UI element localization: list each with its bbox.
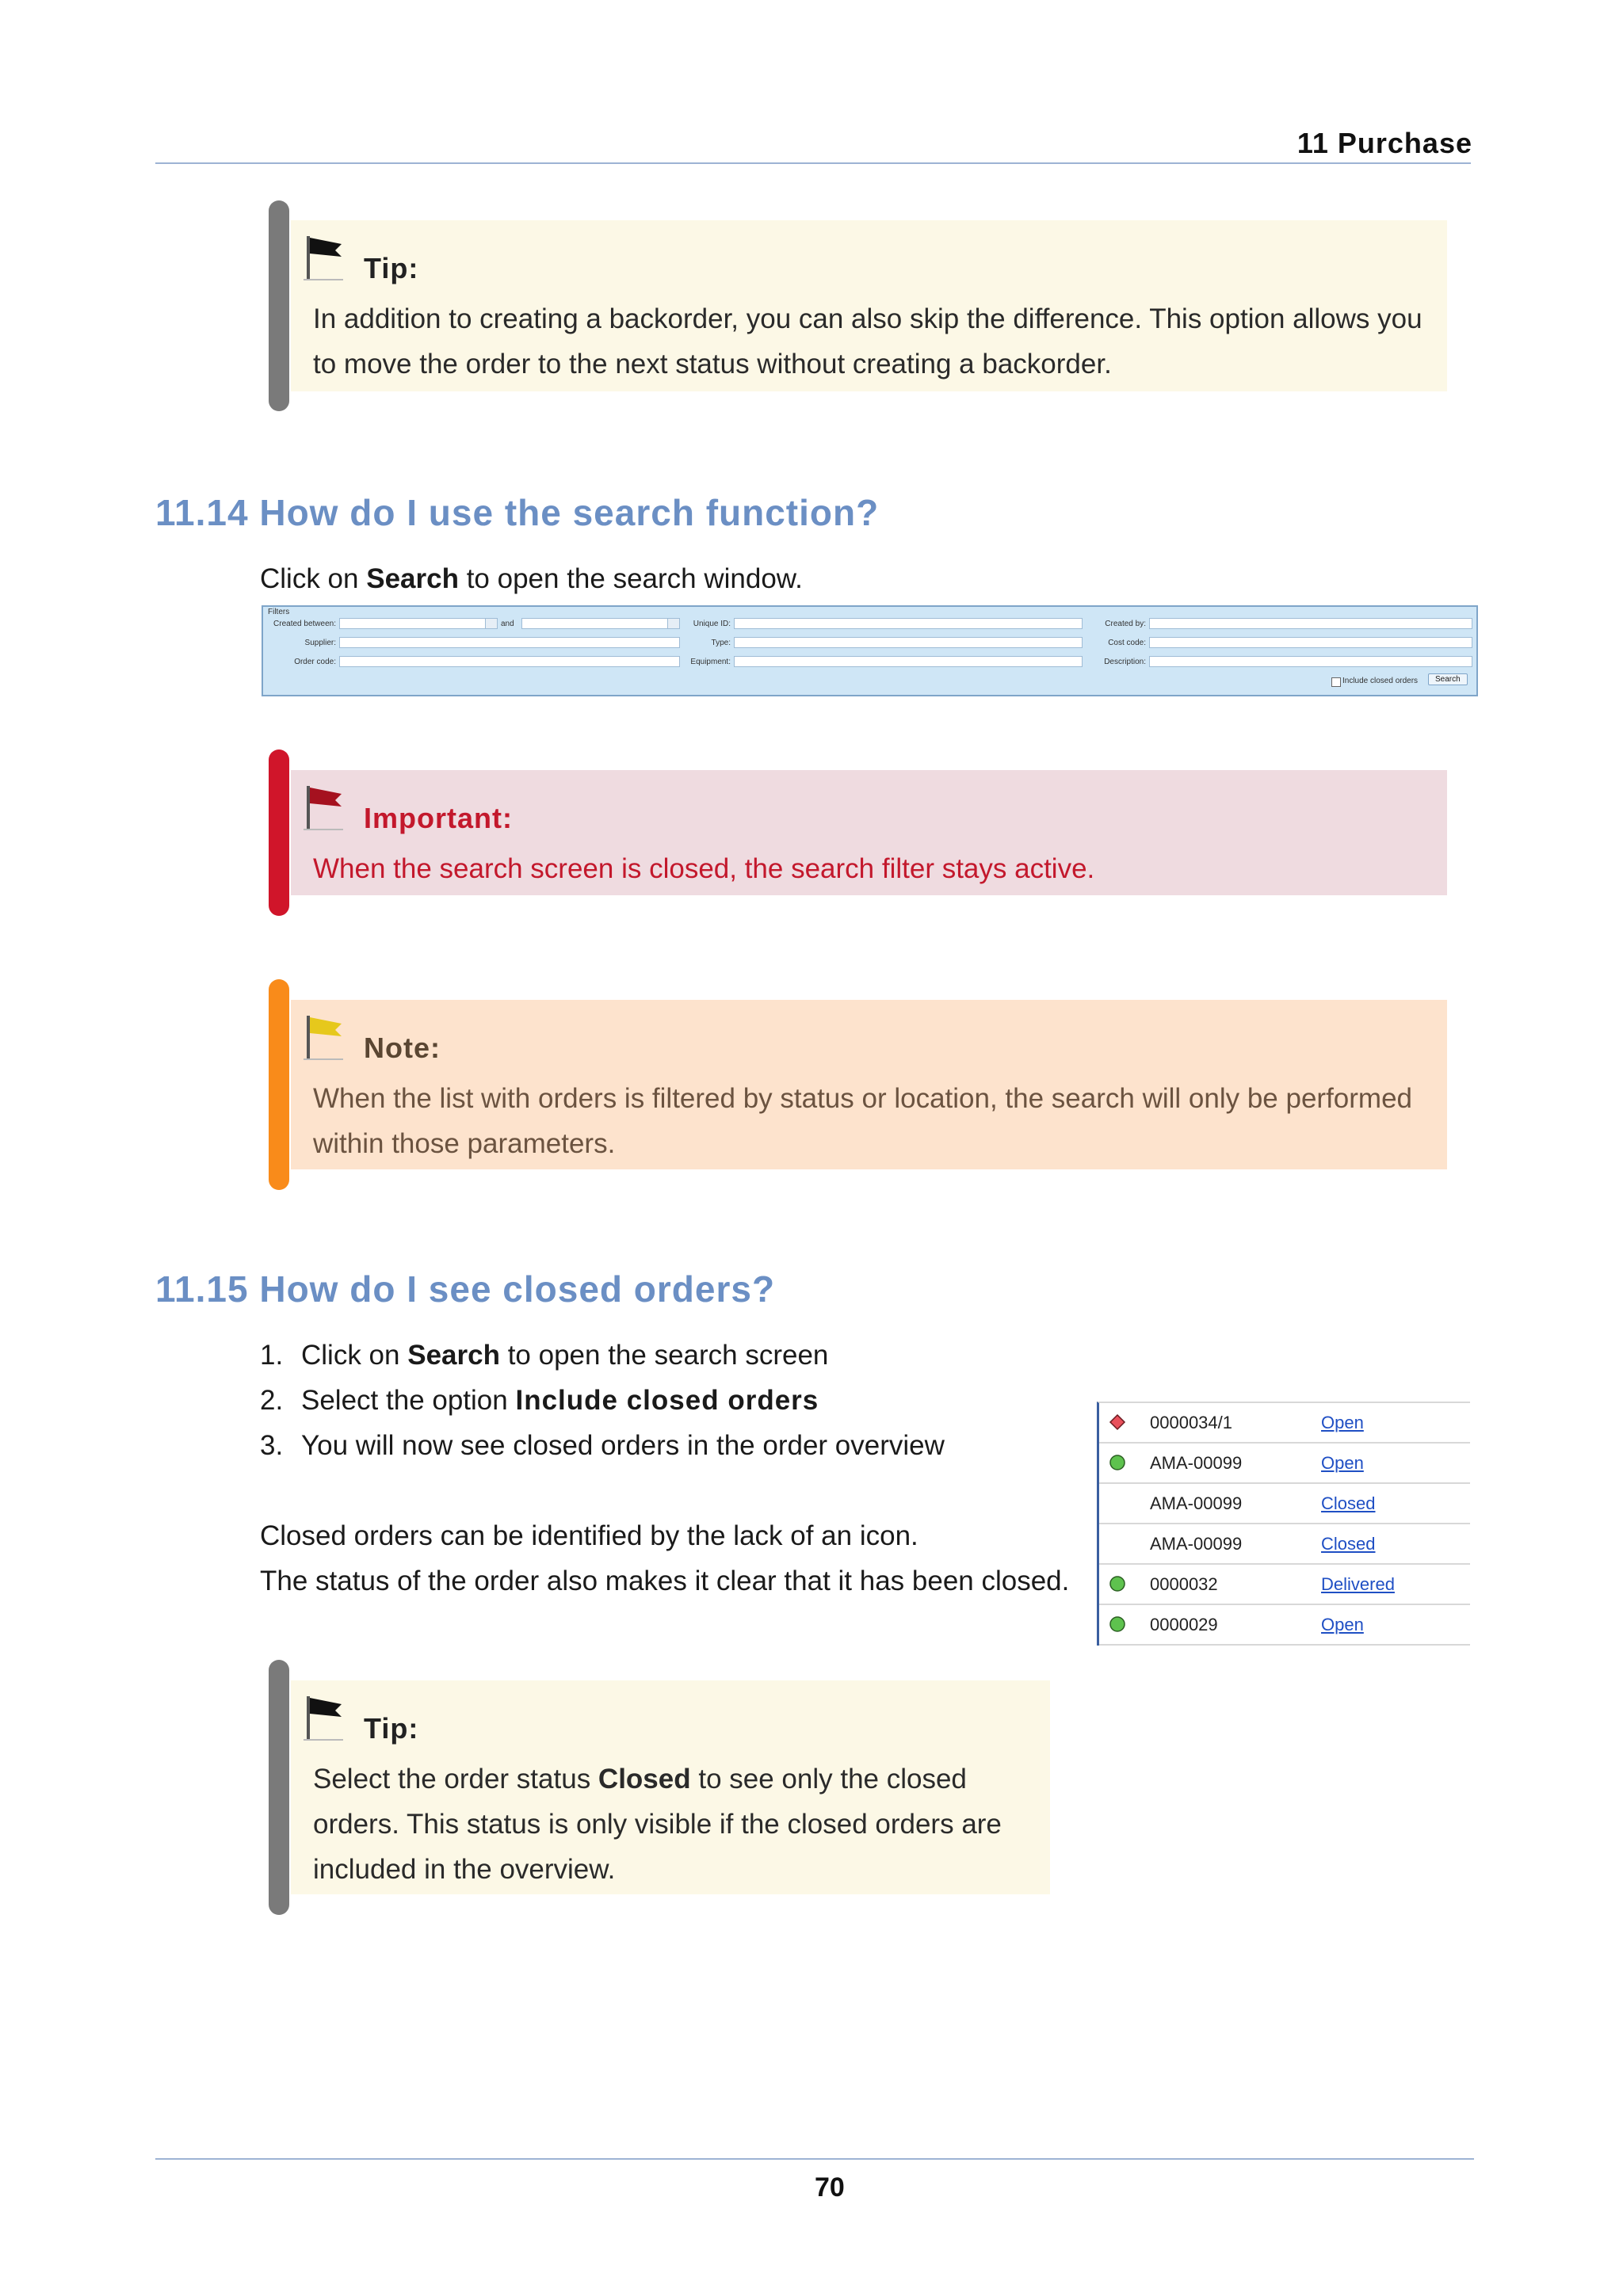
red-flag-icon — [304, 783, 345, 832]
green-circle-icon — [1109, 1454, 1126, 1471]
search-window — [262, 605, 1478, 696]
order-status-link[interactable]: Closed — [1321, 1534, 1376, 1554]
include-closed-checkbox[interactable] — [1331, 677, 1341, 687]
closed-orders-para-1: Closed orders can be identified by the lack of an icon. — [260, 1520, 918, 1551]
note-bar — [269, 979, 289, 1190]
step-item: 2. Select the option Include closed orders — [260, 1385, 819, 1416]
black-flag-icon — [304, 1693, 345, 1742]
include-closed-label: Include closed orders — [1342, 677, 1419, 685]
supplier-label: Supplier: — [304, 639, 336, 647]
cost-code-label: Cost code: — [1108, 639, 1146, 647]
filters-label: Filters — [268, 608, 290, 616]
order-row[interactable] — [1099, 1565, 1470, 1605]
type-input[interactable] — [734, 637, 1083, 648]
tip-callout-2 — [291, 1680, 1050, 1894]
search-button[interactable]: Search — [1428, 673, 1468, 685]
step-item: 3. You will now see closed orders in the order overview — [260, 1430, 945, 1461]
equipment-input[interactable] — [734, 656, 1083, 667]
supplier-input[interactable] — [339, 637, 680, 648]
note-text: When the list with orders is filtered by status or location, the search will only be performed within those parameters. — [313, 1083, 1413, 1159]
calendar-from-icon[interactable] — [485, 618, 498, 629]
steps-list — [260, 1333, 1052, 1468]
order-status-link[interactable]: Closed — [1321, 1493, 1376, 1513]
created-by-input[interactable] — [1149, 618, 1472, 629]
tip-title: Tip: — [364, 1712, 419, 1745]
search-intro — [260, 556, 803, 601]
section-heading-11-15: 11.15 How do I see closed orders? — [155, 1268, 776, 1310]
footer-rule — [155, 2158, 1474, 2160]
type-label: Type: — [711, 639, 731, 647]
green-circle-icon — [1109, 1615, 1126, 1633]
important-callout — [291, 770, 1447, 895]
created-between-label: Created between: — [273, 620, 336, 628]
note-title: Note: — [364, 1032, 441, 1064]
order-row[interactable] — [1099, 1403, 1470, 1444]
intro-text-after: to open the search window. — [458, 563, 803, 594]
created-by-label: Created by: — [1105, 620, 1146, 628]
unique-id-label: Unique ID: — [693, 620, 731, 628]
description-input[interactable] — [1149, 656, 1472, 667]
order-code: 0000029 — [1150, 1615, 1218, 1634]
equipment-label: Equipment: — [690, 658, 731, 666]
tip-bar — [269, 200, 289, 411]
page-number: 70 — [815, 2172, 845, 2203]
order-row[interactable] — [1099, 1484, 1470, 1524]
important-bar — [269, 749, 289, 916]
tip-text: Select the order status Closed to see only the closed orders. This status is only visible if the closed orders are included in the overview. — [313, 1764, 1002, 1885]
unique-id-input[interactable] — [734, 618, 1083, 629]
order-status-link[interactable]: Open — [1321, 1615, 1364, 1634]
order-code: AMA-00099 — [1150, 1534, 1243, 1554]
header-rule — [155, 162, 1471, 164]
black-flag-icon — [304, 233, 345, 282]
cost-code-input[interactable] — [1149, 637, 1472, 648]
section-heading-11-14: 11.14 How do I use the search function? — [155, 492, 880, 533]
order-code-label: Order code: — [294, 658, 336, 666]
note-callout — [291, 1000, 1447, 1169]
important-text: When the search screen is closed, the search filter stays active. — [313, 853, 1095, 884]
order-status-link[interactable]: Delivered — [1321, 1574, 1395, 1594]
order-code: AMA-00099 — [1150, 1493, 1243, 1513]
tip-title: Tip: — [364, 252, 419, 284]
and-label: and — [501, 620, 514, 628]
closed-orders-para-2: The status of the order also makes it clear that it has been closed. — [260, 1566, 1070, 1596]
tip-callout — [291, 220, 1447, 391]
order-status-link[interactable]: Open — [1321, 1453, 1364, 1473]
order-row[interactable] — [1099, 1524, 1470, 1565]
order-row[interactable] — [1099, 1605, 1470, 1646]
green-circle-icon — [1109, 1575, 1126, 1592]
calendar-to-icon[interactable] — [667, 618, 680, 629]
order-code: AMA-00099 — [1150, 1453, 1243, 1473]
intro-search-bold: Search — [366, 563, 459, 594]
description-label: Description: — [1104, 658, 1146, 666]
order-code: 0000032 — [1150, 1574, 1218, 1594]
yellow-flag-icon — [304, 1013, 345, 1062]
created-to-input[interactable] — [521, 618, 680, 629]
created-from-input[interactable] — [339, 618, 498, 629]
tip-bar — [269, 1660, 289, 1915]
important-title: Important: — [364, 802, 513, 834]
order-code-input[interactable] — [339, 656, 680, 667]
order-code: 0000034/1 — [1150, 1413, 1232, 1432]
order-row[interactable] — [1099, 1444, 1470, 1484]
running-header: 11 Purchase — [1296, 127, 1472, 159]
order-status-link[interactable]: Open — [1321, 1413, 1364, 1432]
orders-list — [1097, 1402, 1470, 1646]
red-diamond-icon — [1109, 1413, 1126, 1431]
intro-text-before: Click on — [260, 563, 367, 594]
tip-text: In addition to creating a backorder, you can also skip the difference. This option allows you to move the order to the next status without creating a backorder. — [313, 303, 1423, 379]
step-item: 1. Click on Search to open the search screen — [260, 1340, 829, 1371]
